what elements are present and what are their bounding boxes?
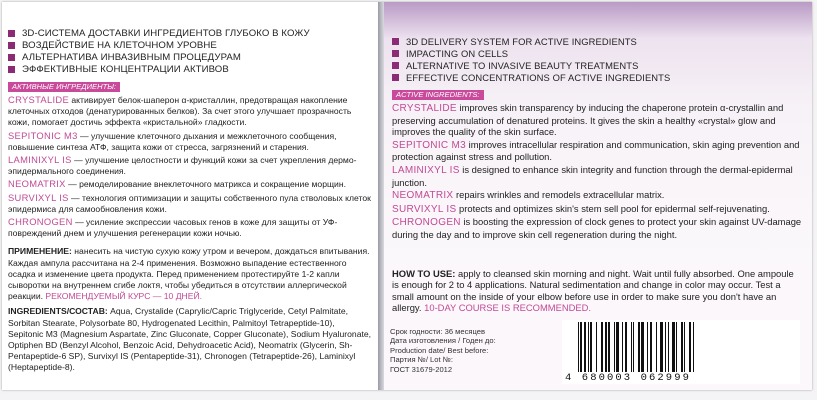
ru-benefit: АЛЬТЕРНАТИВА ИНВАЗИВНЫМ ПРОЦЕДУРАМ	[8, 52, 372, 64]
ru-usage: ПРИМЕНЕНИЕ: нанесить на чистую сухую кожу утром и вечером, дождаться впитывания. Каждая ампула рассчитана на 2-4 применения. Возможно выпадение естественного осадка и изменение цвета продукта. Перед применением протестируйте 1-2 капли сыворотки на внутреннем сгибе локтя, чтобы убедиться в отсутствии аллергической реакции. РЕКОМЕНДУЕМЫЙ КУРС — 10 ДНЕЙ.	[8, 246, 370, 302]
square-bullet-icon	[8, 30, 15, 37]
production-info	[390, 327, 496, 374]
ru-benefit: 3D-СИСТЕМА ДОСТАВКИ ИНГРЕДИЕНТОВ ГЛУБОКО В КОЖУ	[8, 28, 372, 40]
shelf-life: Срок годности: 36 месяцев	[390, 327, 486, 336]
square-bullet-icon	[8, 66, 15, 73]
ru-ingredient: SEPITONIC M3 — улучшение клеточного дыхания и межклеточного сообщения, повышение синтеза АТФ, защита кожи от стресса, загрязнений и старения.	[8, 129, 337, 152]
lot-number: Партия №/ Lot №:	[390, 355, 453, 365]
ru-ingredient: CRYSTALIDE активирует белок-шаперон α-кристаллин, предотвращая накопление клеточных отходов (денатурированных белков). За счет этого улучшает прозрачность кожи, помогает достичь эффекта «кристальной» гладкости.	[8, 94, 352, 128]
ru-active-tag: АКТИВНЫЕ ИНГРЕДИЕНТЫ:	[8, 82, 120, 92]
gost-standard: ГОСТ 31679-2012	[390, 364, 453, 374]
ru-benefit: ВОЗДЕЙСТВИЕ НА КЛЕТОЧНОМ УРОВНЕ	[8, 40, 372, 52]
ru-ingredient: LAMINIXYL IS — улучшение целостности и функций кожи за счет укрепления дермо-эпидермального соединения.	[8, 154, 357, 177]
square-bullet-icon	[392, 62, 399, 69]
en-ingredient: LAMINIXYL IS is designed to enhance skin integrity and function through the dermal-epidermal junction.	[392, 163, 793, 188]
manufacture-date-en: Production date/ Best before:	[390, 345, 489, 355]
square-bullet-icon	[392, 38, 399, 45]
ru-ingredient: NEOMATRIX — ремоделирование внеклеточного матрикса и сокращение морщин.	[8, 178, 346, 190]
en-benefit: 3D DELIVERY SYSTEM FOR ACTIVE INGREDIENTS	[392, 36, 802, 48]
ru-benefit: ЭФФЕКТИВНЫЕ КОНЦЕНТРАЦИИ АКТИВОВ	[8, 64, 372, 76]
manufacture-date-ru: Дата изготовления / Годен до:	[390, 336, 496, 346]
barcode-digits: 4 680003 062999	[565, 372, 692, 384]
en-ingredient: CHRONOGEN is boosting the expression of clock genes to protect your skin against UV-damage during the day and to improve skin cell regeneration during the night.	[392, 216, 802, 240]
en-ingredient: CRYSTALIDE improves skin transparency by inducing the chaperone protein α-crystallin and preserving accumulation of denatured proteins. It gives the skin a healthy «crystal» glow and improves the quality of the skin surface.	[392, 102, 784, 138]
ru-ingredient: CHRONOGEN — усиление экспрессии часовых генов в коже для защиты от УФ-повреждений днем и улучшения регенерации кожи ночью.	[8, 216, 338, 239]
ru-ingredient: SURVIXYL IS — технология оптимизации и защиты собственного пула стволовых клеток эпидермиса для самообновления кожи.	[8, 191, 371, 214]
en-ingredient: SURVIXYL IS protects and optimizes skin's stem sell pool for epidermal self-rejuvenating.	[392, 202, 770, 215]
en-benefit: IMPACTING ON CELLS	[392, 48, 802, 60]
ru-benefits-list	[8, 28, 372, 76]
barcode-bars	[578, 322, 796, 372]
square-bullet-icon	[392, 50, 399, 57]
en-active-tag: ACTIVE INGREDIENTS:	[392, 90, 484, 100]
en-benefit: ALTERNATIVE TO INVASIVE BEAUTY TREATMENTS	[392, 60, 802, 72]
en-benefit: EFFECTIVE CONCENTRATIONS OF ACTIVE INGREDIENTS	[392, 72, 802, 84]
en-usage: HOW TO USE: apply to cleansed skin morning and night. Wait until fully absorbed. One ampoule is enough for 2 to 4 applications. Natural sedimentation and change in color may occur. Test a small amount on the inside of your elbow before use in order to make sure you don't have an allergy. 10-DAY COURSE IS RECOMMENDED.	[392, 267, 794, 314]
square-bullet-icon	[8, 42, 15, 49]
packaging-back	[2, 2, 812, 390]
en-benefits-list	[392, 36, 802, 84]
russian-panel	[2, 2, 378, 390]
square-bullet-icon	[8, 54, 15, 61]
en-ingredient: NEOMATRIX repairs wrinkles and remodels extracellular matrix.	[392, 189, 665, 202]
barcode	[562, 320, 800, 384]
barcode-bar	[694, 322, 695, 372]
ru-composition: INGREDIENTS/СОСТАВ: Aqua, Crystalide (Caprylic/Capric Triglyceride, Cetyl Palmitate, Sorbitan Stearate, Polysorbate 80, Hydrogenated Lecithin, Palmitoyl Tetrapeptide-10), Sepitonic M3 (Magnesium Aspartate, Zinc Gluconate, Copper Gluconate), Sodium Hyaluronate, Optiphen BD (Benzyl Alcohol, Benzoic Acid, Dehydroacetic Acid), Neomatrix (Glycerin, Sh-Pentapeptide-6 SP), Survixyl IS (Pentapeptide-31), Chronogen (Tetrapeptide-26), Laminixyl (Heptapeptide-8).	[8, 306, 372, 373]
en-ingredient: SEPITONIC M3 improves intracellular respiration and communication, skin aging prevention and protection against stress and pollution.	[392, 138, 800, 163]
square-bullet-icon	[392, 74, 399, 81]
